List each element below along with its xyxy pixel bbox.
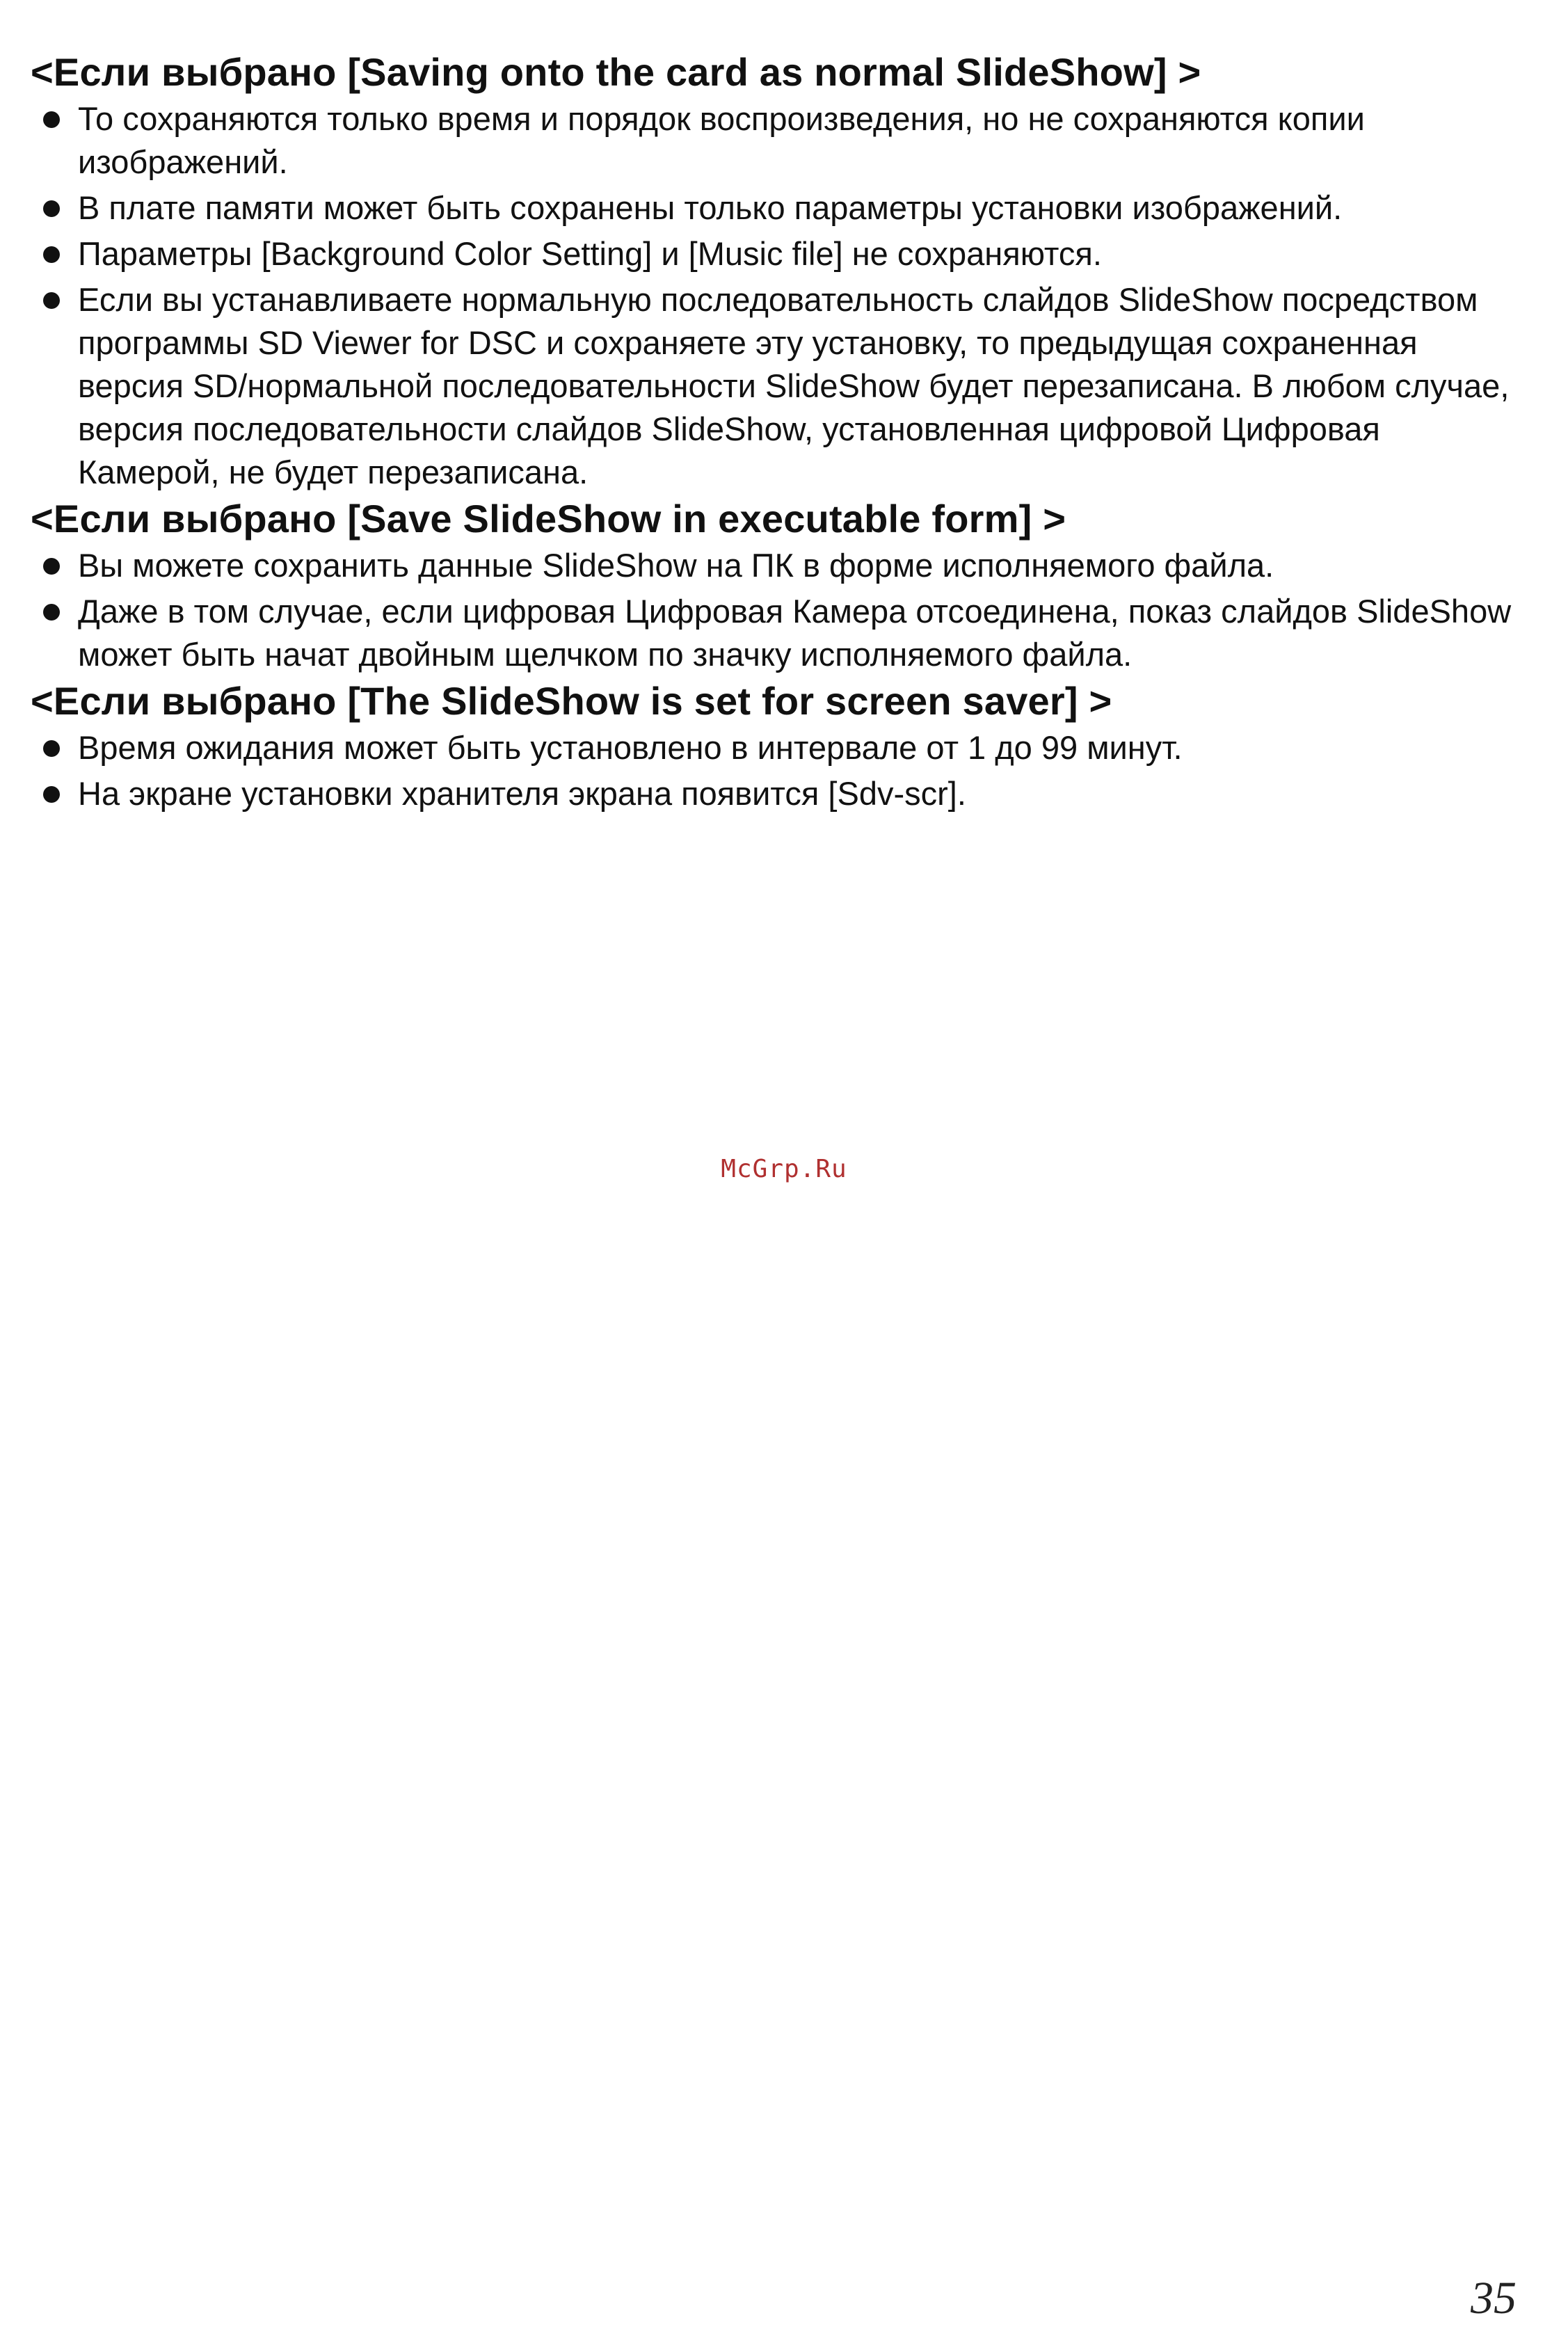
list-item-text: Даже в том случае, если цифровая Цифровая Камера отсоединена, показ слайдов SlideShow может быть начат двойным щелчком по значку исполняемого файла. (78, 593, 1512, 673)
section-executable-form (31, 497, 1526, 676)
list-item (31, 278, 1526, 494)
list-item-text: Время ожидания может быть установлено в интервале от 1 до 99 минут. (78, 729, 1183, 766)
list-item (31, 232, 1526, 275)
list-item-text: На экране установки хранителя экрана появится [Sdv-scr]. (78, 775, 966, 812)
section-heading: <Если выбрано [Saving onto the card as normal SlideShow] > (31, 50, 1201, 94)
list-item (31, 544, 1526, 587)
bullet-icon (43, 786, 60, 803)
section-screen-saver (31, 679, 1526, 815)
section-heading: <Если выбрано [The SlideShow is set for screen saver] > (31, 679, 1112, 723)
list-item-text: Если вы устанавливаете нормальную последовательность слайдов SlideShow посредством программы SD Viewer for DSC и сохраняете эту установку, то предыдущая сохраненная версия SD/нормальной последовательности SlideShow будет перезаписана. В любом случае, версия последовательности слайдов SlideShow, установленная цифровой Цифровая Камерой, не будет перезаписана. (78, 281, 1510, 490)
bullet-list (31, 726, 1526, 815)
list-item (31, 97, 1526, 184)
list-item (31, 772, 1526, 815)
list-item-text: В плате памяти может быть сохранены только параметры установки изображений. (78, 189, 1343, 226)
list-item (31, 726, 1526, 769)
list-item (31, 186, 1526, 230)
bullet-icon (43, 604, 60, 621)
list-item (31, 590, 1526, 676)
page-number: 35 (1471, 2273, 1517, 2324)
section-normal-slideshow (31, 50, 1526, 494)
bullet-icon (43, 292, 60, 309)
list-item-text: Параметры [Background Color Setting] и [Music file] не сохраняются. (78, 235, 1102, 272)
section-heading: <Если выбрано [Save SlideShow in executable form] > (31, 497, 1066, 541)
bullet-icon (43, 111, 60, 128)
bullet-list (31, 97, 1526, 494)
list-item-text: Вы можете сохранить данные SlideShow на ПК в форме исполняемого файла. (78, 547, 1274, 584)
list-item-text: То сохраняются только время и порядок воспроизведения, но не сохраняются копии изображений. (78, 100, 1365, 180)
page-content (31, 50, 1526, 818)
bullet-icon (43, 246, 60, 263)
bullet-list (31, 544, 1526, 676)
bullet-icon (43, 740, 60, 757)
bullet-icon (43, 200, 60, 217)
watermark: McGrp.Ru (721, 1155, 847, 1183)
bullet-icon (43, 558, 60, 575)
